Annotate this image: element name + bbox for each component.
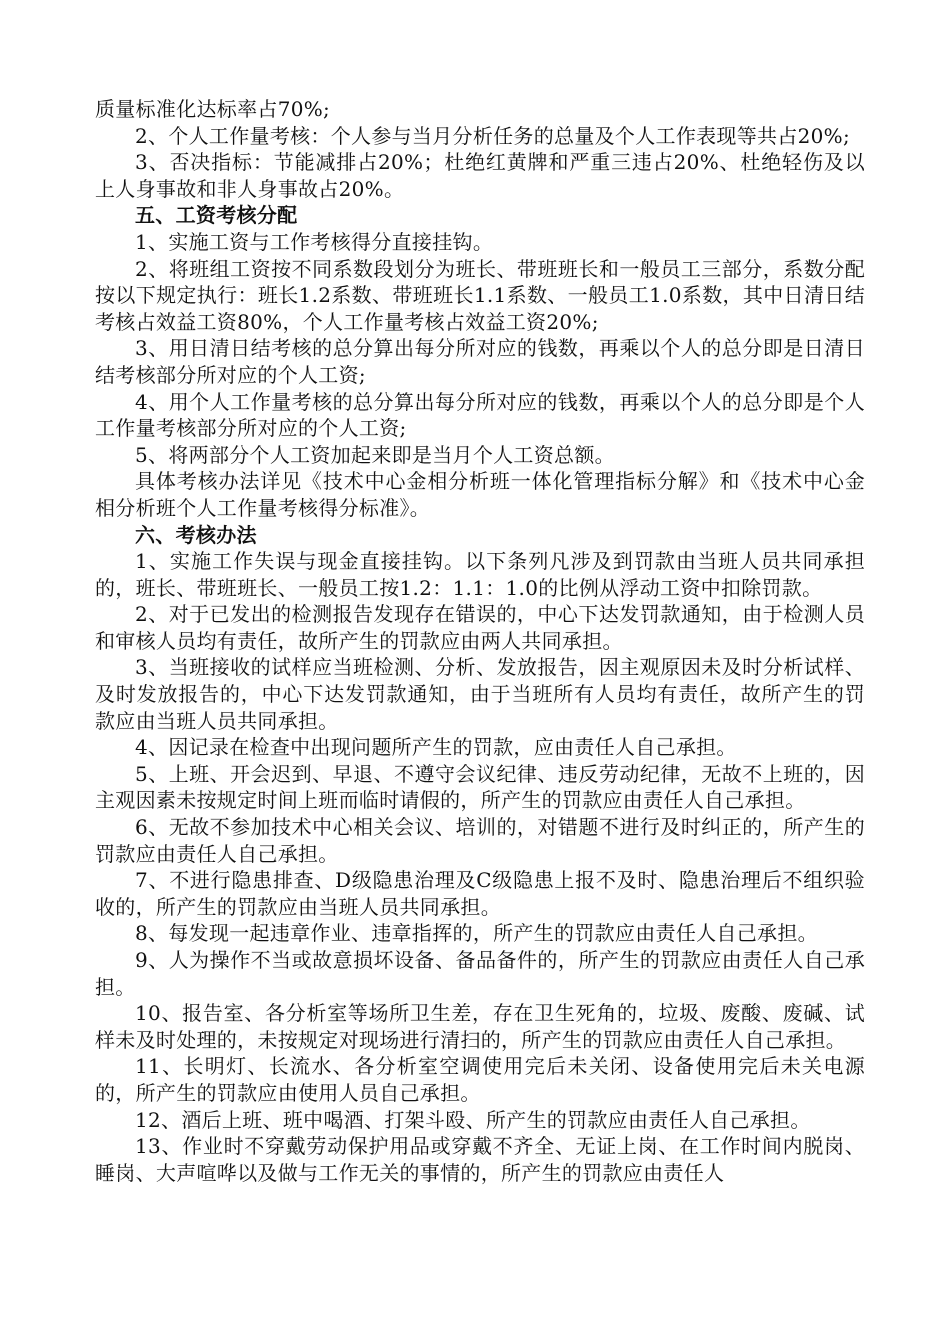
paragraph-method-1: 1、实施工作失误与现金直接挂钩。以下条列凡涉及到罚款由当班人员共同承担的，班长、带班班长、一般员工按1.2：1.1：1.0的比例从浮动工资中扣除罚款。: [95, 549, 865, 600]
paragraph-details-reference: 具体考核办法详见《技术中心金相分析班一体化管理指标分解》和《技术中心金相分析班个人工作量考核得分标准》。: [95, 469, 865, 520]
document-body: [95, 96, 865, 1186]
paragraph-wage-4: 4、用个人工作量考核的总分算出每分所对应的钱数，再乘以个人的总分即是个人工作量考核部分所对应的个人工资;: [95, 389, 865, 441]
paragraph-method-3: 3、当班接收的试样应当班检测、分析、发放报告，因主观原因未及时分析试样、及时发放报告的，中心下达发罚款通知，由于当班所有人员均有责任，故所产生的罚款应由当班人员共同承担。: [95, 655, 865, 733]
paragraph-method-2: 2、对于已发出的检测报告发现存在错误的，中心下达发罚款通知，由于检测人员和审核人员均有责任，故所产生的罚款应由两人共同承担。: [95, 602, 865, 653]
paragraph-wage-1: 1、实施工资与工作考核得分直接挂钩。: [135, 229, 494, 254]
paragraph-wage-3: 3、用日清日结考核的总分算出每分所对应的钱数，再乘以个人的总分即是日清日结考核部分所对应的个人工资;: [95, 336, 865, 387]
paragraph-wage-2: 2、将班组工资按不同系数段划分为班长、带班班长和一般员工三部分，系数分配按以下规定执行：班长1.2系数、带班班长1.1系数、一般员工1.0系数，其中日清日结考核占效益工资80%，个人工作量考核占效益工资20%;: [95, 256, 865, 334]
paragraph-item-2: 2、个人工作量考核：个人参与当月分析任务的总量及个人工作表现等共占20%;: [135, 123, 851, 148]
paragraph-method-8: 8、每发现一起违章作业、违章指挥的，所产生的罚款应由责任人自己承担。: [135, 921, 818, 946]
section-heading-wage-allocation: 五、工资考核分配: [135, 203, 298, 228]
section-heading-assessment-method: 六、考核办法: [135, 522, 257, 547]
paragraph-method-7: 7、不进行隐患排查、D级隐患治理及C级隐患上报不及时、隐患治理后不组织验收的，所产生的罚款应由当班人员共同承担。: [95, 868, 865, 919]
paragraph-method-11: 11、长明灯、长流水、各分析室空调使用完后未关闭、设备使用完后未关电源的，所产生的罚款应由使用人员自己承担。: [95, 1054, 865, 1105]
paragraph-method-6: 6、无故不参加技术中心相关会议、培训的，对错题不进行及时纠正的，所产生的罚款应由责任人自己承担。: [95, 815, 865, 866]
paragraph-method-13: 13、作业时不穿戴劳动保护用品或穿戴不齐全、无证上岗、在工作时间内脱岗、睡岗、大声喧哗以及做与工作无关的事情的，所产生的罚款应由责任人: [95, 1134, 865, 1185]
paragraph-wage-5: 5、将两部分个人工资加起来即是当月个人工资总额。: [135, 442, 615, 467]
paragraph-method-4: 4、因记录在检查中出现问题所产生的罚款，应由责任人自己承担。: [135, 735, 737, 760]
paragraph-method-10: 10、报告室、各分析室等场所卫生差，存在卫生死角的，垃圾、废酸、废碱、试样未及时处理的，未按规定对现场进行清扫的，所产生的罚款应由责任人自己承担。: [95, 1001, 865, 1052]
paragraph-method-5: 5、上班、开会迟到、早退、不遵守会议纪律、违反劳动纪律，无故不上班的，因主观因素未按规定时间上班而临时请假的，所产生的罚款应由责任人自己承担。: [95, 761, 865, 813]
paragraph-continuation: 质量标准化达标率占70%;: [95, 97, 331, 121]
paragraph-item-3: 3、否决指标：节能减排占20%；杜绝红黄牌和严重三违占20%、杜绝轻伤及以上人身事故和非人身事故占20%。: [95, 150, 865, 201]
paragraph-method-9: 9、人为操作不当或故意损坏设备、备品备件的，所产生的罚款应由责任人自己承担。: [95, 948, 865, 999]
paragraph-method-12: 12、酒后上班、班中喝酒、打架斗殴、所产生的罚款应由责任人自己承担。: [135, 1107, 811, 1132]
